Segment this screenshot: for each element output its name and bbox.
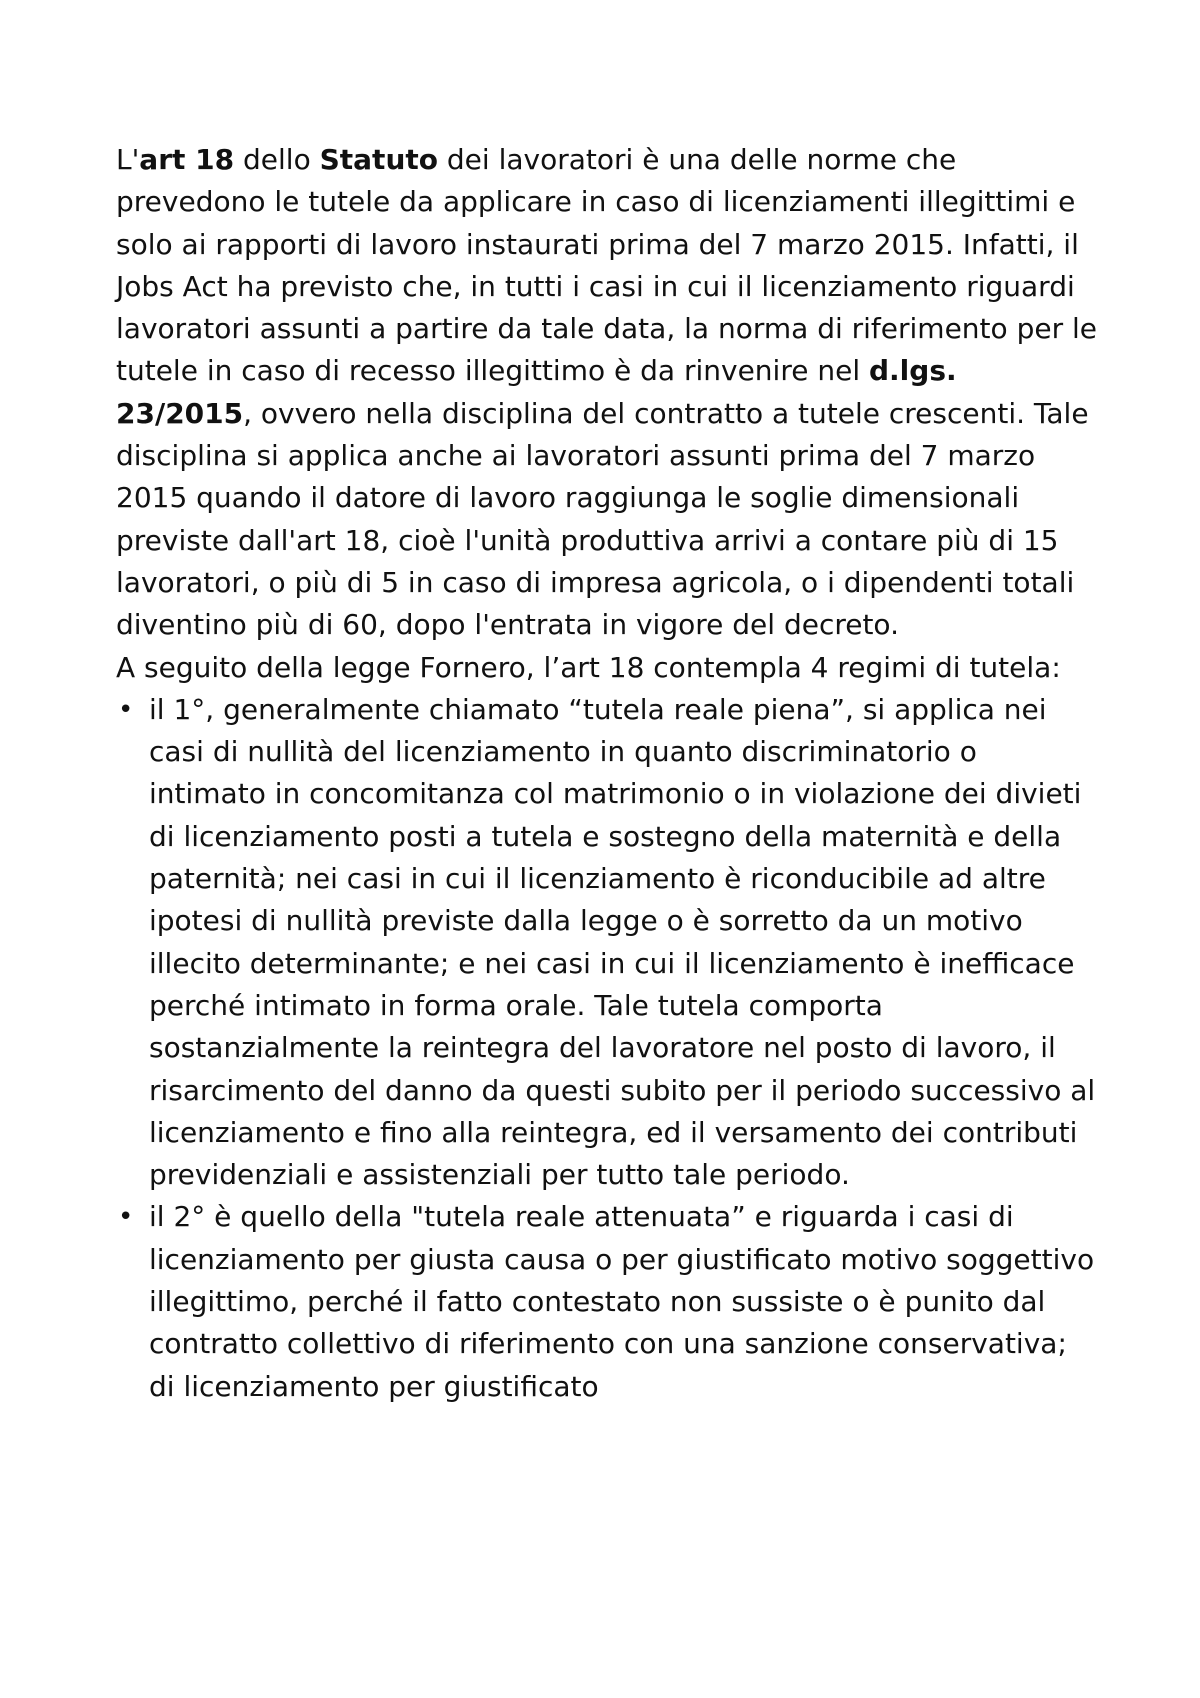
document-body [116, 139, 1101, 1408]
list-item-text: il 1°, generalmente chiamato “tutela reale piena”, si applica nei casi di nullità del licenziamento in quanto discriminatorio o intimato in concomitanza col matrimonio o in violazione dei divieti di licenziamento posti a tutela e sostegno della maternità e della paternità; nei casi in cui il licenziamento è riconducibile ad altre ipotesi di nullità previste dalla legge o è sorretto da un motivo illecito determinante; e nei casi in cui il licenziamento è inefficace perché intimato in forma orale. Tale tutela comporta sostanzialmente la reintegra del lavoratore nel posto di lavoro, il risarcimento del danno da questi subito per il periodo successivo al licenziamento e fino alla reintegra, ed il versamento dei contributi previdenziali e assistenziali per tutto tale periodo. [149, 692, 1096, 1192]
bullet-marker: • [118, 1202, 134, 1233]
intro-paragraph [116, 139, 1101, 647]
intro-bold-dlgs: d.lgs. 23/2015 [116, 354, 957, 430]
regimes-list [116, 689, 1101, 1408]
intro-text-3: dei lavoratori è una delle norme che prevedono le tutele da applicare in caso di licenziamenti illegittimi e solo ai rapporti di lavoro instaurati prima del 7 marzo 2015. Infatti, il Jobs Act ha previsto che, in tutti i casi in cui il licenziamento riguardi lavoratori assunti a partire da tale data, la norma di riferimento per le tutele in caso di recesso illegittimo è da rinvenire nel [116, 143, 1097, 388]
intro-bold-statuto: Statuto [319, 143, 438, 176]
list-item [116, 689, 1101, 1197]
intro-bold-art18: art 18 [139, 143, 235, 176]
list-item [116, 1196, 1101, 1407]
regimes-intro-paragraph: A seguito della legge Fornero, l’art 18 contempla 4 regimi di tutela: [116, 650, 1061, 684]
bullet-marker: • [118, 694, 134, 725]
intro-text-4: , ovvero nella disciplina del contratto a tutele crescenti. Tale disciplina si applica anche ai lavoratori assunti prima del 7 marzo 2015 quando il datore di lavoro raggiunga le soglie dimensionali previste dall'art 18, cioè l'unità produttiva arrivi a contare più di 15 lavoratori, o più di 5 in caso di impresa agricola, o i dipendenti totali diventino più di 60, dopo l'entrata in vigore del decreto. [116, 396, 1089, 642]
intro-text-1: L' [116, 143, 140, 176]
list-item-text: il 2° è quello della "tutela reale attenuata” e riguarda i casi di licenziamento per giusta causa o per giustificato motivo soggettivo illegittimo, perché il fatto contestato non sussiste o è punito dal contratto collettivo di riferimento con una sanzione conservativa; di licenziamento per giustificato [149, 1200, 1095, 1403]
intro-text-2: dello [234, 143, 320, 176]
